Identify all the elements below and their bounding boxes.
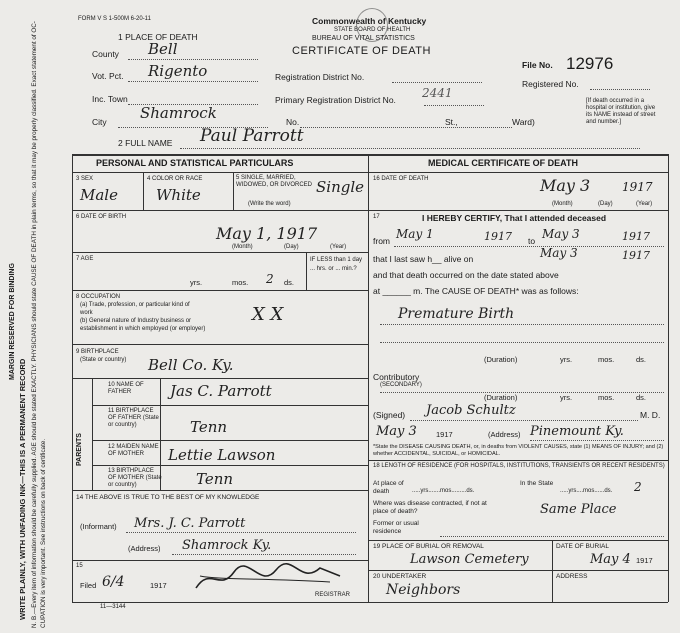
residence-label: 18 LENGTH OF RESIDENCE (FOR HOSPITALS, INSTITUTIONS, TRANSIENTS OR RECENT RESIDENTS) (373, 463, 665, 469)
occupation-value: X X (252, 304, 284, 325)
cause-text: at ______ m. The CAUSE OF DEATH* was as follows: (373, 286, 579, 296)
duration-mos-1: mos. (598, 355, 615, 364)
age-label: 7 AGE (76, 256, 94, 262)
full-name-label: 2 FULL NAME (118, 138, 173, 148)
at-place-label: At place of death (373, 480, 404, 495)
father-name-value: Jas C. Parrott (170, 382, 272, 400)
from-year: 1917 (484, 230, 512, 243)
occupation-label: 8 OCCUPATION (76, 294, 121, 300)
undertaker-label: 20 UNDERTAKER (373, 573, 427, 580)
undertaker-value: Neighbors (386, 582, 461, 598)
filed-label: Filed (80, 581, 97, 590)
duration-ds-1: ds. (636, 355, 647, 364)
signed-value: Jacob Schultz (426, 403, 516, 418)
burial-date-value: May 4 (590, 552, 631, 567)
dod-year: 1917 (622, 180, 653, 194)
informant-label: (Informant) (80, 522, 117, 531)
dob-month-label: (Month) (232, 244, 253, 250)
from-label: from (373, 236, 390, 246)
state-note: *State the DISEASE CAUSING DEATH, or, in deaths from VIOLENT CAUSES, state (1) MEANS OF INJURY; and (2) whether ACCIDENTAL, SUICIDAL, or HOMICIDAL. (373, 444, 664, 457)
bureau-heading: BUREAU OF VITAL STATISTICS (312, 35, 415, 42)
form-code: 11—3144 (100, 604, 126, 610)
full-name-value: Paul Parrott (200, 126, 304, 146)
contracted-label: Where was disease contracted, if not at place of death? (373, 500, 487, 515)
dod-value: May 3 (540, 176, 591, 195)
marital-note: (Write the word) (248, 201, 291, 207)
board-heading: STATE BOARD OF HEALTH (334, 27, 411, 33)
mother-name-label: 12 MAIDEN NAME OF MOTHER (108, 444, 159, 457)
certificate-title: CERTIFICATE OF DEATH (292, 45, 431, 57)
color-label: 4 COLOR OR RACE (147, 176, 203, 182)
birthplace-sub: (State or country) (80, 357, 127, 363)
contributory-label: Contributory (373, 372, 420, 382)
marital-label: 5 SINGLE, MARRIED, WIDOWED, OR DIVORCED (236, 175, 312, 188)
reg-district-label: Registration District No. (275, 72, 365, 82)
burial-year: 1917 (636, 556, 653, 565)
if-less-label: IF LESS than 1 day ... hrs. or ... min.? (310, 257, 363, 272)
file-no-value: 12976 (566, 54, 614, 73)
sex-label: 3 SEX (76, 176, 94, 182)
color-value: White (156, 186, 201, 204)
personal-section-title: PERSONAL AND STATISTICAL PARTICULARS (96, 158, 294, 168)
margin-reserved-text: MARGIN RESERVED FOR BINDING (9, 263, 16, 380)
dob-day-label: (Day) (284, 244, 299, 250)
dob-year-label: (Year) (330, 244, 347, 250)
city-label: City (92, 117, 107, 127)
death-certificate: MARGIN RESERVED FOR BINDING WRITE PLAINLY, WITH UNFADING INK—THIS IS A PERMANENT RECORD N. B.—Every item of information should be carefully supplied. AGE should be stated EXACTLY. PHYSICIANS should state CAUSE OF DEATH in plain terms, so that it may be properly classified. Exact statement of OC-CUPATION is very important. See instructions on back of certificate. FORM V S 1-500M 6-20-11 Commonwealth of Kentucky STATE BOARD OF HEALTH BUREAU OF VITAL STATISTICS CERTIFICATE OF DEATH 1 PLACE OF DEATH County Bell Vot. Pct. Rigento Inc. Town City Shamrock Registration District No. Primary Registration District No. 2441 No. St., Ward) File No. 12976 Registered No. [If death occurred in a hospital or institution, give its NAME instead of street and number.] 2 FULL NAME Paul Parrott PERSONAL AND STATISTICAL PARTICULARS MEDICAL CERTIFICATE OF DEATH 3 SEX Male 4 COLOR OR RACE White 5 SINGLE, MARRIED, WIDOWED, OR DIVORCED (Write the word) Single 6 DATE OF BIRTH May 1, 1917 (Month) (Day) (Year) 7 AGE yrs. mos. 2 ds. IF LESS than 1 day ... hrs. or ... min.? 8 OCCUPATION (a) Trade, profession, or particular kind of work (b) General nature of Industry business or establishment in which employed (or employer) X X 9 BIRTHPLACE (State or country) Bell Co. Ky. PARENTS 10 NAME OF FATHER Jas C. Parrott 11 BIRTHPLACE OF FATHER (State or country) Tenn 12 MAIDEN NAME OF MOTHER Lettie Lawson 13 BIRTHPLACE OF MOTHER (State or country) Tenn 14 THE ABOVE IS TRUE TO THE BEST OF MY KNOWLEDGE (Informant) Mrs. J. C. Parrott (Address) Shamrock Ky. 15 Filed 6/4 1917 REGISTRAR 11—3144 16 DATE OF DEATH May 3 1917 (Month) (Day) (Year) 17 I HEREBY CERTIFY, That I attended deceased from May 1 1917 to May 3 1917 that I last saw h__ alive on May 3 1917 and that death occurred on the date stated above at ______ m. The CAUSE OF DEATH* was as follows: Premature Birth (Duration) yrs. mos. ds. Contributory (SECONDARY) (Duration) yrs. mos. ds. (Signed) Jacob Schultz M. D. May 3 1917 (Address) Pinemount Ky. *State the DISEASE CAUSING DEATH, or, in deaths from VIOLENT CAUSES, state (1) MEANS OF INJURY; and (2) whether ACCIDENTAL, SUICIDAL, or HOMICIDAL. 18 LENGTH OF RESIDENCE (FOR HOSPITALS, INSTITUTIONS, TRANSIENTS OR RECENT RESIDENTS) At place of death .....yrs.......mos.........ds. In the State .....yrs....mos......ds. 2 Where was disease contracted, if not at place of death? Same Place Former or usual residence 19 PLACE OF BURIAL OR REMOVAL Lawson Cemetery DATE OF BURIAL May 4 1917 20 UNDERTAKER Neighbors ADDRESS (0, 0, 680, 633)
inc-town-label: Inc. Town (92, 94, 128, 104)
primary-reg-label: Primary Registration District No. (275, 95, 396, 105)
duration-ds-2: ds. (636, 393, 647, 402)
dob-value: May 1, 1917 (216, 224, 318, 243)
seal-stamp (356, 8, 388, 42)
to-year: 1917 (622, 230, 650, 243)
contracted-value: Same Place (540, 502, 617, 517)
margin-write-plainly-text: WRITE PLAINLY, WITH UNFADING INK—THIS IS A PERMANENT RECORD (18, 358, 27, 620)
father-name-label: 10 NAME OF FATHER (108, 382, 144, 395)
certify-text: I HEREBY CERTIFY, That I attended deceased (422, 213, 607, 223)
mother-name-value: Lettie Lawson (168, 446, 276, 464)
registrar-label: REGISTRAR (315, 592, 351, 598)
last-saw-value: May 3 (540, 246, 578, 260)
burial-value: Lawson Cemetery (410, 552, 529, 567)
age-mos-label: mos. (232, 278, 249, 287)
occupation-b-label: (b) General nature of Industry business or establishment in which employed (or employer) (80, 318, 206, 332)
form-number: FORM V S 1-500M 6-20-11 (78, 16, 151, 22)
place-of-death-label: 1 PLACE OF DEATH (118, 32, 198, 42)
dod-label: 16 DATE OF DEATH (373, 176, 429, 182)
commonwealth-heading: Commonwealth of Kentucky (312, 16, 427, 26)
registered-no-label: Registered No. (522, 79, 579, 89)
signed-date-value: May 3 (376, 424, 417, 439)
duration-mos-2: mos. (598, 393, 615, 402)
signed-label: (Signed) (373, 410, 406, 420)
signed-year: 1917 (436, 430, 453, 439)
city-value: Shamrock (140, 104, 217, 122)
informant-value: Mrs. J. C. Parrott (134, 516, 246, 531)
vot-pct-label: Vot. Pct. (92, 71, 124, 81)
in-state-label: In the State (520, 480, 554, 487)
county-value: Bell (148, 40, 178, 58)
burial-date-label: DATE OF BURIAL (556, 543, 609, 550)
filed-date-value: 6/4 (102, 574, 125, 590)
residence-value: 2 (634, 480, 642, 494)
cause-value: Premature Birth (398, 306, 515, 322)
hospital-note: [If death occurred in a hospital or institution, give its NAME instead of street and number.] (586, 98, 656, 125)
medical-section-title: MEDICAL CERTIFICATE OF DEATH (428, 158, 578, 168)
true-statement-label: 14 THE ABOVE IS TRUE TO THE BEST OF MY KNOWLEDGE (76, 494, 260, 501)
signed-address-value: Pinemount Ky. (530, 424, 624, 439)
signed-address-label: (Address) (488, 430, 521, 439)
death-occurred-text: and that death occurred on the date stated above (373, 270, 559, 280)
county-label: County (92, 49, 119, 59)
duration-yrs-1: yrs. (560, 355, 573, 364)
registrar-signature (190, 562, 350, 596)
to-value: May 3 (542, 227, 580, 241)
ward-label: Ward) (512, 117, 535, 127)
dob-label: 6 DATE OF BIRTH (76, 214, 127, 220)
md-label: M. D. (640, 410, 661, 420)
duration-yrs-2: yrs. (560, 393, 573, 402)
no-label: No. (286, 117, 300, 127)
margin-nb-text: N. B.—Every item of information should be carefully supplied. AGE should be stated EXACTLY. PHYSICIANS should state CAUSE OF DEATH in plain terms, so that it may be properly classified. Exact statement of OC-CUPATION is very important. See instructions on back of certificate. (31, 21, 47, 628)
burial-label: 19 PLACE OF BURIAL OR REMOVAL (373, 543, 484, 550)
duration-label-2: (Duration) (484, 393, 518, 402)
birthplace-value: Bell Co. Ky. (148, 356, 234, 374)
father-birth-value: Tenn (190, 418, 228, 436)
street-label: St., (445, 117, 458, 127)
from-value: May 1 (396, 227, 434, 241)
age-days-value: 2 (266, 272, 274, 286)
filed-year: 1917 (150, 581, 167, 590)
primary-reg-value: 2441 (422, 86, 453, 100)
informant-address-value: Shamrock Ky. (182, 538, 272, 553)
informant-address-label: (Address) (128, 544, 161, 553)
age-yrs-label: yrs. (190, 278, 203, 287)
parents-label: PARENTS (76, 433, 83, 466)
secondary-label: (SECONDARY) (380, 382, 422, 388)
file-no-label: File No. (522, 60, 553, 70)
to-label: to (528, 236, 536, 246)
mother-birth-label: 13 BIRTHPLACE OF MOTHER (State or country) (108, 468, 162, 488)
last-saw-year: 1917 (622, 249, 650, 262)
former-residence-label: Former or usual residence (373, 520, 419, 535)
marital-value: Single (316, 178, 365, 196)
occupation-a-label: (a) Trade, profession, or particular kind of work (80, 302, 190, 316)
last-saw-text: that I last saw h__ alive on (373, 254, 474, 264)
father-birth-label: 11 BIRTHPLACE OF FATHER (State or country) (108, 408, 159, 428)
age-ds-label: ds. (284, 278, 295, 287)
vot-pct-value: Rigento (148, 62, 208, 80)
undertaker-address-label: ADDRESS (556, 573, 588, 580)
sex-value: Male (80, 186, 118, 204)
duration-label-1: (Duration) (484, 355, 518, 364)
mother-birth-value: Tenn (196, 470, 234, 488)
birthplace-label: 9 BIRTHPLACE (76, 349, 119, 355)
